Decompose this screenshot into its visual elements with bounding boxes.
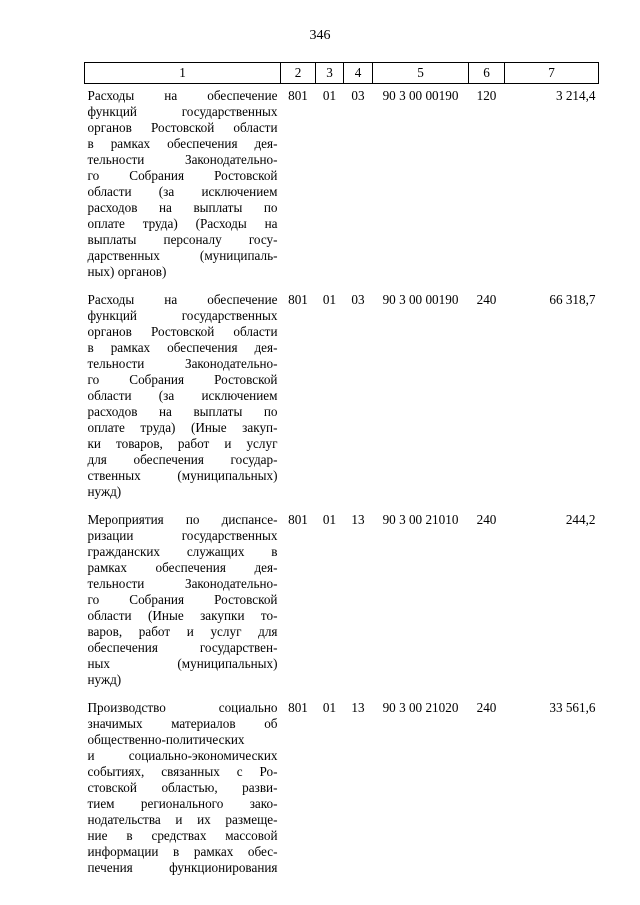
table-row (85, 288, 599, 508)
row-description (85, 508, 281, 696)
amount-value: 3 214,4 (555, 88, 596, 103)
section-code: 01 (322, 700, 337, 715)
description-line: ки товаров, работ и услуг (87, 436, 278, 451)
table-row (85, 84, 599, 289)
ministry-code: 801 (288, 292, 308, 307)
description-line: го Собрания Ростовской (87, 592, 278, 607)
column-header-5: 5 (373, 63, 469, 84)
description-line: нодательства и их размеще- (87, 812, 278, 827)
column-header-6: 6 (469, 63, 505, 84)
expense-type-code: 120 (476, 88, 497, 103)
target-article-code: 90 3 00 00190 (382, 292, 459, 307)
description-line: оплате труда) (Расходы на (87, 216, 278, 231)
description-line: Мероприятия по диспансе- (87, 512, 278, 527)
ministry-code: 801 (288, 512, 308, 527)
description-line: нужд) (87, 484, 122, 499)
description-line: области (за исключением (87, 388, 278, 403)
description-line: Производство социально (87, 700, 278, 715)
description-line: стовской областью, разви- (87, 780, 278, 795)
description-line: ственных (муниципальных) (87, 468, 278, 483)
amount-value: 33 561,6 (549, 700, 596, 715)
row-description (85, 288, 281, 508)
description-line: тием регионального зако- (87, 796, 278, 811)
description-line: печения функционирования (87, 860, 278, 875)
section-code: 01 (322, 88, 337, 103)
target-article-code: 90 3 00 00190 (382, 88, 459, 103)
description-line: ных (муниципальных) (87, 656, 278, 671)
description-line: событиях, связанных с Ро- (87, 764, 278, 779)
description-line: и социально-экономических (87, 748, 278, 763)
description-line: нужд) (87, 672, 122, 687)
description-line: варов, работ и услуг для (87, 624, 278, 639)
description-line: функций государственных (87, 308, 278, 323)
column-header-1: 1 (85, 63, 281, 84)
amount-value: 244,2 (565, 512, 596, 527)
description-line: дарственных (муниципаль- (87, 248, 278, 263)
description-line: Расходы на обеспечение (87, 292, 278, 307)
section-code: 01 (322, 512, 337, 527)
description-line: области (за исключением (87, 184, 278, 199)
subsection-code: 13 (351, 512, 365, 527)
description-line: рамках обеспечения дея- (87, 560, 278, 575)
column-header-4: 4 (344, 63, 373, 84)
description-line: расходов на выплаты по (87, 200, 278, 215)
subsection-code: 13 (351, 700, 365, 715)
description-line: го Собрания Ростовской (87, 372, 278, 387)
description-line: в рамках обеспечения дея- (87, 136, 278, 151)
expense-type-code: 240 (476, 512, 497, 527)
expense-type-code: 240 (476, 700, 497, 715)
description-line: в рамках обеспечения дея- (87, 340, 278, 355)
amount-value: 66 318,7 (549, 292, 596, 307)
column-header-2: 2 (281, 63, 316, 84)
table-row (85, 508, 599, 696)
description-line: выплаты персоналу госу- (87, 232, 278, 247)
description-line: ризации государственных (87, 528, 278, 543)
description-line: ных) органов) (87, 264, 167, 279)
table-row (85, 696, 599, 884)
description-line: ние в средствах массовой (87, 828, 278, 843)
description-line: органов Ростовской области (87, 120, 278, 135)
description-line: гражданских служащих в (87, 544, 278, 559)
description-line: значимых материалов об (87, 716, 278, 731)
description-line: обеспечения государствен- (87, 640, 278, 655)
description-line: Расходы на обеспечение (87, 88, 278, 103)
subsection-code: 03 (351, 88, 365, 103)
description-line: тельности Законодательно- (87, 356, 278, 371)
description-line: функций государственных (87, 104, 278, 119)
expense-type-code: 240 (476, 292, 497, 307)
column-header-3: 3 (316, 63, 344, 84)
row-description (85, 84, 281, 289)
ministry-code: 801 (288, 88, 308, 103)
ministry-code: 801 (288, 700, 308, 715)
section-code: 01 (322, 292, 337, 307)
description-line: тельности Законодательно- (87, 152, 278, 167)
description-line: го Собрания Ростовской (87, 168, 278, 183)
description-line: органов Ростовской области (87, 324, 278, 339)
page-number: 346 (309, 28, 331, 43)
row-description (85, 696, 281, 884)
target-article-code: 90 3 00 21010 (382, 512, 459, 527)
target-article-code: 90 3 00 21020 (382, 700, 459, 715)
column-header-7: 7 (505, 63, 599, 84)
description-line: области (Иные закупки то- (87, 608, 278, 623)
description-line: расходов на выплаты по (87, 404, 278, 419)
subsection-code: 03 (351, 292, 365, 307)
budget-table (84, 62, 599, 884)
description-line: информации в рамках обес- (87, 844, 278, 859)
header-row (85, 63, 599, 84)
description-line: оплате труда) (Иные закуп- (87, 420, 278, 435)
description-line: тельности Законодательно- (87, 576, 278, 591)
description-line: для обеспечения государ- (87, 452, 278, 467)
description-line: общественно-политических (87, 732, 245, 747)
